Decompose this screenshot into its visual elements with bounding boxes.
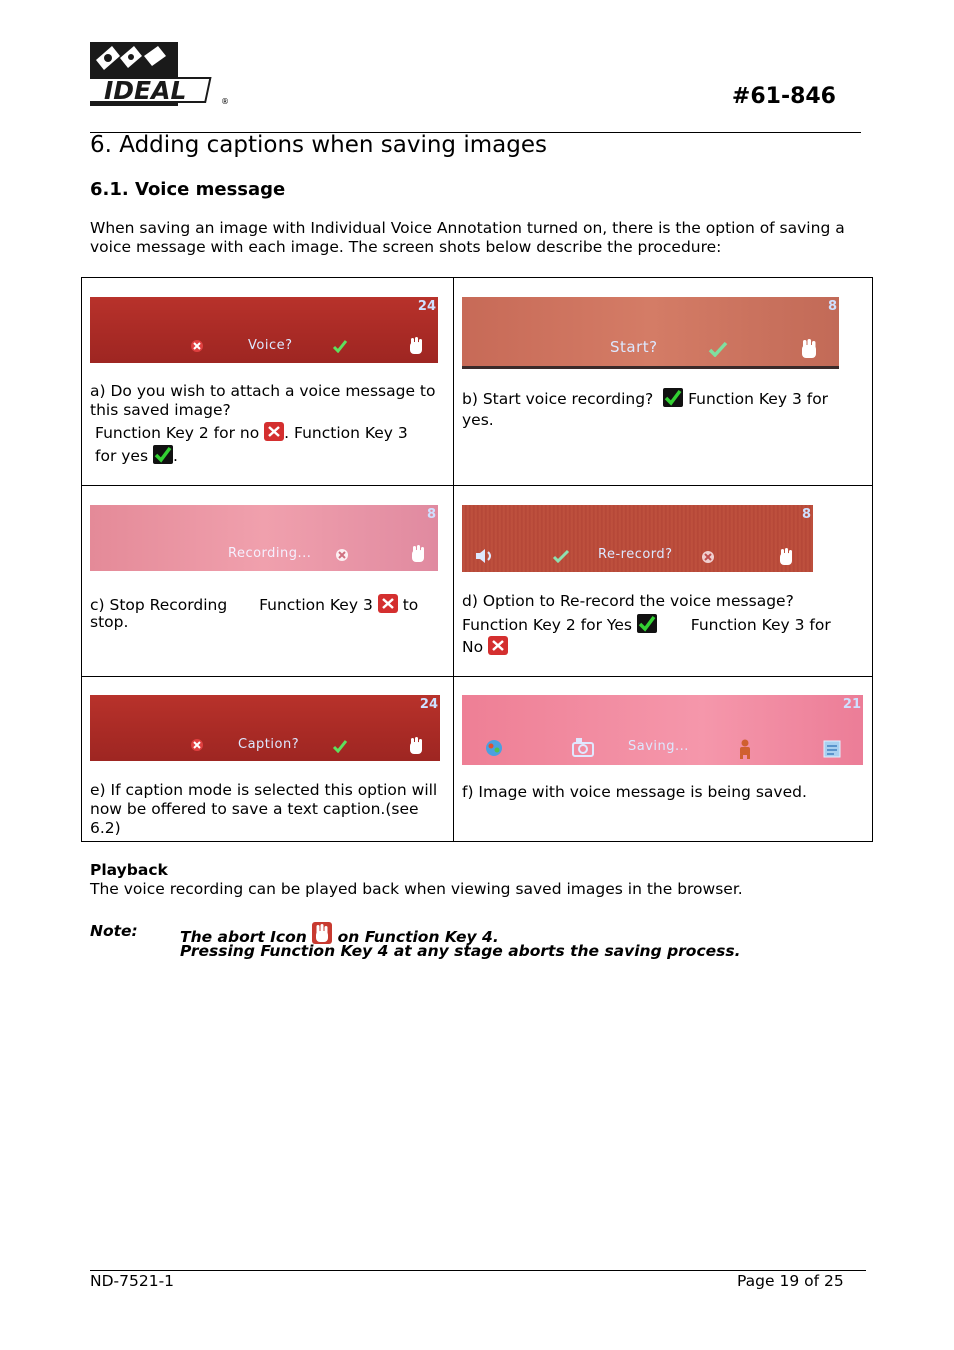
step-d-cell	[454, 486, 873, 677]
check-icon	[332, 739, 348, 753]
step-b-line1a: b) Start voice recording?	[462, 390, 654, 408]
shot-label: Re-record?	[598, 547, 673, 562]
shot-label: Recording...	[228, 546, 312, 561]
step-a-line2b: . Function Key 3	[284, 424, 408, 442]
check-icon	[708, 341, 728, 357]
intro-paragraph: When saving an image with Individual Voice Annotation turned on, there is the option of saving a voice message with each image. The screen shots below describe the procedure:	[90, 219, 845, 256]
step-a-line3b: .	[172, 447, 178, 465]
shot-counter: 24	[417, 299, 436, 314]
hand-icon	[408, 737, 424, 755]
step-b-line2: yes.	[462, 411, 494, 429]
check-icon	[637, 614, 657, 638]
shot-label: Caption?	[238, 737, 300, 752]
note-line1a: The abort Icon	[180, 928, 307, 946]
step-f-text: f) Image with voice message is being saved.	[462, 783, 807, 801]
cross-icon	[190, 339, 204, 353]
check-icon	[552, 549, 570, 563]
step-f-cell	[454, 677, 873, 842]
person-icon	[736, 739, 754, 759]
step-e-text: e) If caption mode is selected this option will now be offered to save a text caption.(see 6.2)	[90, 781, 438, 837]
screenshot-saving	[462, 695, 863, 765]
screenshot-start-prompt	[462, 297, 839, 369]
screenshot-caption-prompt	[90, 695, 440, 761]
shot-counter: 21	[842, 697, 861, 712]
check-icon	[153, 445, 173, 469]
step-d-line1: d) Option to Re-record the voice message?	[462, 592, 794, 610]
footer-page-number: Page 19 of 25	[737, 1272, 844, 1290]
playback-title: Playback	[90, 861, 168, 879]
step-c-cell	[82, 486, 454, 677]
memo-icon	[822, 739, 842, 759]
camera-icon	[572, 737, 594, 757]
step-a-cell	[82, 278, 454, 486]
step-c-line2: stop.	[90, 613, 129, 631]
step-c-line1b: Function Key 3	[259, 596, 373, 614]
stop-icon	[334, 547, 350, 563]
step-a-line3	[95, 445, 445, 469]
step-a-line2	[95, 422, 445, 446]
ideal-logo	[90, 42, 235, 108]
step-a-line3a: for yes	[95, 447, 149, 465]
step-c-line1c: to	[402, 596, 419, 614]
note-line2: Pressing Function Key 4 at any stage aborts the saving process.	[180, 942, 741, 960]
step-d-line2a: Function Key 2 for Yes	[462, 616, 632, 634]
cross-icon	[488, 636, 508, 660]
step-b-line1b: Function Key 3 for	[688, 390, 829, 408]
screenshot-voice-prompt	[90, 297, 438, 363]
cross-icon	[264, 422, 284, 446]
shot-counter: 8	[827, 299, 837, 314]
step-d-line3	[462, 636, 862, 660]
footer-rule	[90, 1270, 866, 1271]
hand-icon	[800, 339, 818, 359]
footer-doc-id: ND-7521-1	[90, 1272, 175, 1290]
shot-counter: 8	[426, 507, 436, 522]
step-b-cell	[454, 278, 873, 486]
shot-counter: 24	[419, 697, 438, 712]
step-e-cell	[82, 677, 454, 842]
palette-icon	[484, 739, 504, 757]
step-d-line2	[462, 614, 862, 638]
logo-text: IDEAL	[104, 76, 187, 105]
section-title: 6. Adding captions when saving images	[90, 132, 547, 158]
subsection-title: 6.1. Voice message	[90, 179, 286, 200]
check-icon	[663, 388, 683, 412]
step-c-line1a: c) Stop Recording	[90, 596, 228, 614]
svg-text:®: ®	[221, 97, 229, 106]
step-d-line3-text: No	[462, 638, 484, 656]
note-label: Note:	[90, 922, 138, 940]
step-b-line1	[462, 388, 862, 412]
cross-icon	[700, 549, 716, 565]
steps-table	[81, 277, 873, 842]
shot-label: Start?	[610, 338, 658, 356]
note-line1b: on Function Key 4.	[337, 928, 499, 946]
step-d-line2b: Function Key 3 for	[690, 616, 831, 634]
hand-icon	[778, 548, 794, 566]
hand-icon	[408, 337, 424, 355]
screenshot-rerecord	[462, 505, 813, 572]
document-number: #61-846	[731, 84, 836, 109]
speaker-icon	[474, 548, 494, 564]
playback-text: The voice recording can be played back when viewing saved images in the browser.	[90, 880, 743, 898]
step-a-line2a: Function Key 2 for no	[95, 424, 260, 442]
cross-icon	[190, 738, 204, 752]
shot-label: Voice?	[248, 338, 293, 353]
shot-counter: 8	[801, 507, 811, 522]
shot-label: Saving...	[628, 739, 689, 754]
check-icon	[332, 339, 348, 353]
step-a-text: a) Do you wish to attach a voice message to this saved image?	[90, 382, 436, 419]
hand-icon	[410, 545, 426, 563]
screenshot-recording	[90, 505, 438, 571]
